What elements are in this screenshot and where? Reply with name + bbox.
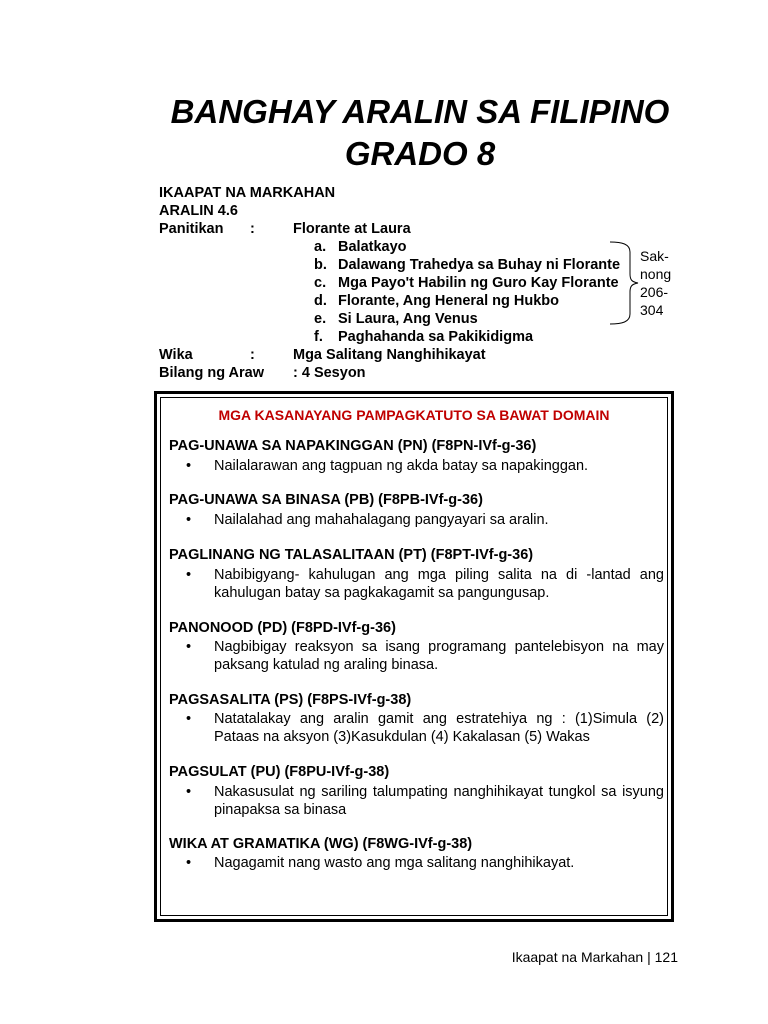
bullet-text: Natatalakay ang aralin gamit ang estratehiya ng : (1)Simula (2) Pataas na aksyon (3)Kasukdulan (4) Kakalasan (5) Wakas <box>214 711 664 745</box>
item-text: Mga Payo't Habilin ng Guro Kay Florante <box>338 275 619 291</box>
days-value: : 4 Sesyon <box>293 365 366 381</box>
bullet-icon: • <box>186 784 192 800</box>
side-note-line: Sak- <box>640 248 669 264</box>
document-title-line2: GRADO 8 <box>344 135 496 172</box>
item-text: Si Laura, Ang Venus <box>338 311 478 327</box>
bullet-icon: • <box>186 458 192 474</box>
wika-value: Mga Salitang Nanghihikayat <box>293 347 486 363</box>
bullet-text: Nakasusulat ng sariling talumpating nanghihikayat tungkol sa isyung pinapaksa sa binasa <box>214 784 664 818</box>
panitikan-colon: : <box>250 221 255 237</box>
item-marker: b. <box>314 257 327 273</box>
domain-title: PAGSASALITA (PS) (F8PS-IVf-g-38) <box>169 692 412 708</box>
document-title-line1: BANGHAY ARALIN SA FILIPINO <box>170 93 670 130</box>
item-marker: c. <box>314 275 327 291</box>
panitikan-label: Panitikan <box>159 221 224 237</box>
bullet-text: Nagbibigay reaksyon sa isang programang pantelebisyon na may paksang katulad ng araling binasa. <box>214 639 664 673</box>
lesson-label: ARALIN 4.6 <box>159 203 238 219</box>
item-text: Florante, Ang Heneral ng Hukbo <box>338 293 560 309</box>
item-text: Dalawang Trahedya sa Buhay ni Florante <box>338 257 621 273</box>
bullet-text: Nabibigyang- kahulugan ang mga piling salita na di -lantad ang kahulugan batay sa pagkakagamit sa pangungusap. <box>214 567 664 601</box>
domain-bullet <box>186 710 664 746</box>
item-marker: d. <box>314 293 327 309</box>
domain-title: PAGLINANG NG TALASALITAAN (PT) (F8PT-IVf-g-36) <box>169 547 534 563</box>
wika-label: Wika <box>159 347 193 363</box>
competencies-heading: MGA KASANAYANG PAMPAGKATUTO SA BAWAT DOMAIN <box>218 407 610 423</box>
literature-item <box>314 310 478 328</box>
bullet-icon: • <box>186 855 192 871</box>
domain-bullet <box>186 457 664 475</box>
panitikan-value: Florante at Laura <box>293 221 411 237</box>
bullet-icon: • <box>186 711 192 727</box>
domain-bullet <box>186 638 664 674</box>
literature-item <box>314 328 533 346</box>
bullet-icon: • <box>186 512 192 528</box>
item-marker: e. <box>314 311 327 327</box>
item-text: Paghahanda sa Pakikidigma <box>338 329 534 345</box>
side-note-line: 206- <box>640 284 669 300</box>
days-label: Bilang ng Araw <box>159 365 264 381</box>
wika-colon: : <box>250 347 255 363</box>
literature-item <box>314 238 407 256</box>
domain-title: WIKA AT GRAMATIKA (WG) (F8WG-IVf-g-38) <box>169 836 473 852</box>
item-marker: f. <box>314 329 323 345</box>
domain-bullet <box>186 783 664 819</box>
bullet-text: Nagagamit nang wasto ang mga salitang nanghihikayat. <box>214 855 575 871</box>
curly-bracket <box>608 240 642 326</box>
bullet-icon: • <box>186 567 192 583</box>
domain-title: PANONOOD (PD) (F8PD-IVf-g-36) <box>169 620 396 636</box>
quarter-label: IKAAPAT NA MARKAHAN <box>159 185 336 201</box>
page-footer: Ikaapat na Markahan | 121 <box>511 949 678 965</box>
literature-item <box>314 256 620 274</box>
item-marker: a. <box>314 239 327 255</box>
item-text: Balatkayo <box>338 239 407 255</box>
domain-title: PAG-UNAWA SA BINASA (PB) (F8PB-IVf-g-36) <box>169 492 483 508</box>
bullet-text: Nailalahad ang mahahalagang pangyayari sa aralin. <box>214 512 549 528</box>
literature-item <box>314 274 619 292</box>
bullet-text: Nailalarawan ang tagpuan ng akda batay sa napakinggan. <box>214 458 589 474</box>
domain-title: PAG-UNAWA SA NAPAKINGGAN (PN) (F8PN-IVf-g-36) <box>169 438 537 454</box>
domain-title: PAGSULAT (PU) (F8PU-IVf-g-38) <box>169 764 390 780</box>
bullet-icon: • <box>186 639 192 655</box>
literature-item <box>314 292 559 310</box>
domain-bullet <box>186 854 664 872</box>
domain-bullet <box>186 566 664 602</box>
side-note-line: 304 <box>640 302 664 318</box>
section-range-note <box>640 247 680 319</box>
side-note-line: nong <box>640 266 672 282</box>
domain-bullet <box>186 511 664 529</box>
